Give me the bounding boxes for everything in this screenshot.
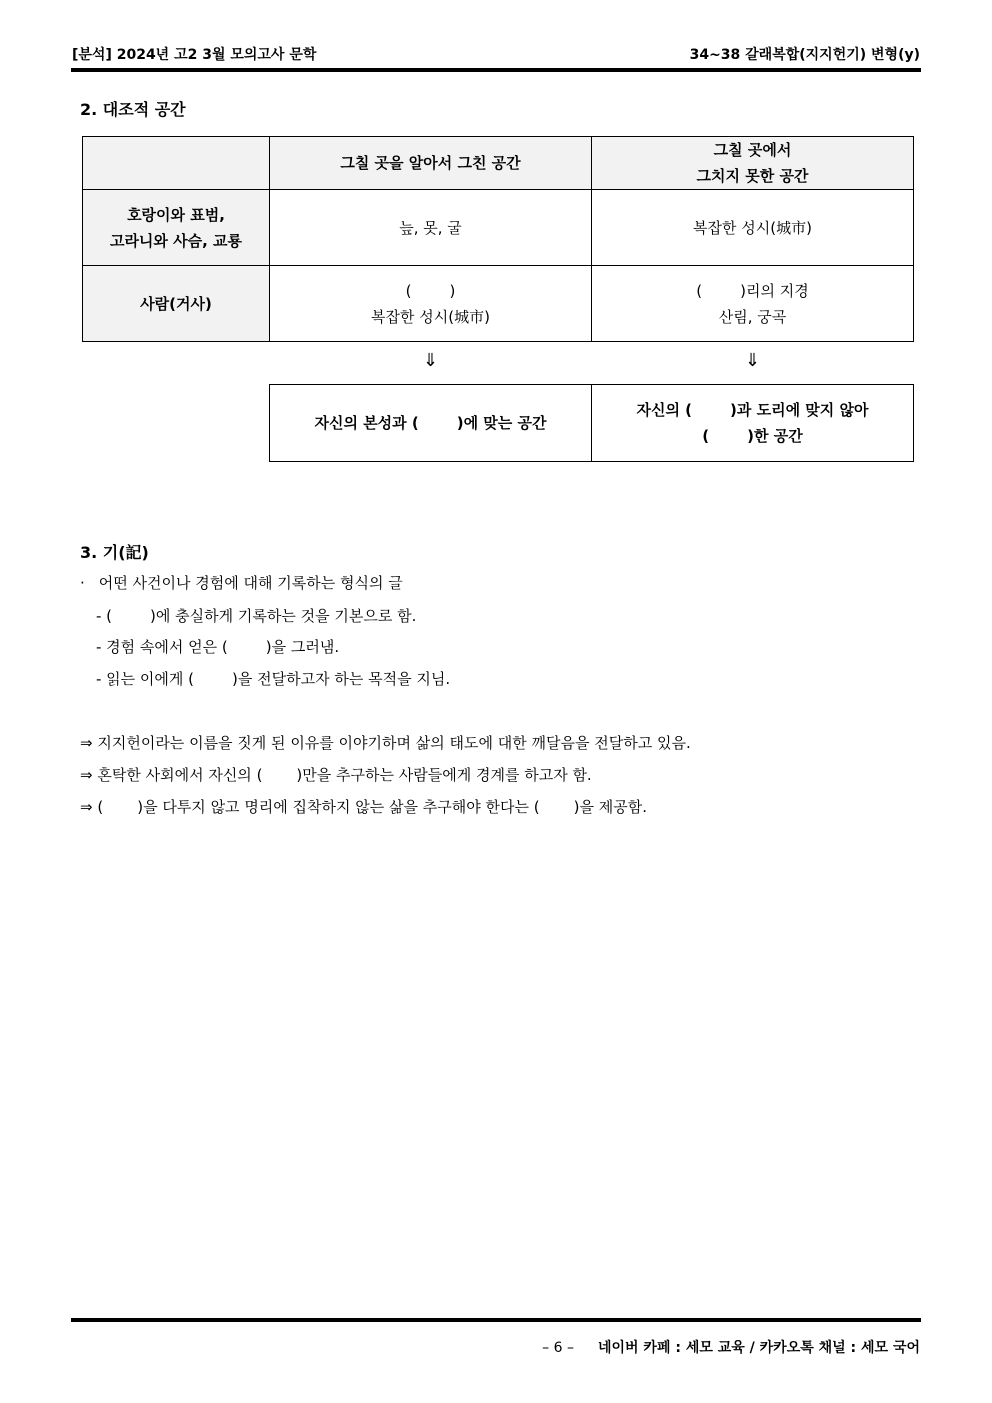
conclusion-1: [80, 732, 691, 753]
conc2-post: )만을 추구하는 사람들에게 경계를 하고자 함.: [296, 766, 592, 784]
result-cell-1: [270, 385, 592, 462]
section2-title: 2. 대조적 공간: [80, 100, 186, 119]
row2-col1-cell: [270, 266, 592, 342]
section3-title: 3. 기(記): [80, 543, 149, 562]
right-arrow-icon: ⇒: [80, 798, 93, 816]
bottom-rule: [71, 1318, 921, 1322]
result-cell-2: [592, 385, 914, 462]
conc3-pre: (: [97, 798, 104, 816]
sub2-pre: - 경험 속에서 얻은 (: [96, 638, 228, 656]
page-number: – 6 –: [542, 1340, 574, 1356]
result2-line2-post: )한 공간: [747, 427, 803, 445]
contrast-table: [82, 136, 914, 342]
row-header-1: [83, 190, 270, 266]
top-rule: [71, 68, 921, 72]
down-arrow-icon-left: ⇓: [423, 350, 439, 371]
sub1-pre: - (: [96, 607, 113, 625]
sub-item-1: [96, 605, 416, 626]
col-header-2-line1: 그칠 곳에서: [713, 141, 792, 159]
col-header-2-line2: 그치지 못한 공간: [696, 167, 809, 185]
sub3-pre: - 읽는 이에게 (: [96, 670, 195, 688]
result2-line1: [598, 397, 907, 423]
bullet-icon: ·: [80, 574, 85, 592]
row2-col2-line1: [598, 278, 907, 304]
row-header-1-line2: 고라니와 사슴, 교룡: [109, 231, 243, 250]
right-arrow-icon: ⇒: [80, 734, 93, 752]
footer-text: 네이버 카페 : 세모 교육 / 카카오톡 채널 : 세모 국어: [597, 1340, 920, 1356]
sub-item-3: [96, 668, 450, 689]
row-header-2: 사람(거사): [83, 266, 270, 342]
row2-col1-line1: [276, 278, 585, 304]
paren-open: (: [405, 281, 412, 300]
conc2-pre: 혼탁한 사회에서 자신의 (: [97, 766, 263, 784]
col-header-1: 그칠 곳을 알아서 그친 공간: [270, 137, 592, 190]
down-arrow-icon-right: ⇓: [745, 350, 761, 371]
intro-line: [80, 572, 403, 593]
row2-col1-line2: 복잡한 성시(城市): [371, 307, 490, 326]
page-footer: [542, 1337, 920, 1357]
page-header: [72, 44, 920, 66]
result-table: [269, 384, 914, 462]
header-right: 34~38 갈래복합(지지헌기) 변형(y): [689, 47, 920, 63]
conc3-post: )을 제공함.: [573, 798, 647, 816]
result2-line1-pre: 자신의 (: [636, 401, 693, 419]
result1-pre: 자신의 본성과 (: [314, 414, 419, 432]
conc1-text: 지지헌이라는 이름을 짓게 된 이유를 이야기하며 삶의 태도에 대한 깨달음을 전달하고 있음.: [97, 734, 691, 752]
conclusion-3: [80, 796, 647, 817]
sub2-post: )을 그러냄.: [265, 638, 340, 656]
result2-line2: [598, 423, 907, 449]
intro-text: 어떤 사건이나 경험에 대해 기록하는 형식의 글: [98, 574, 403, 592]
table-corner-cell: [83, 137, 270, 190]
row2-col2-line2: 산림, 궁곡: [718, 307, 787, 326]
conclusion-2: [80, 764, 592, 785]
row-header-1-line1: 호랑이와 표범,: [127, 205, 225, 224]
sub3-post: )을 전달하고자 하는 목적을 지님.: [232, 670, 451, 688]
sub-item-2: [96, 636, 339, 657]
header-left: [분석] 2024년 고2 3월 모의고사 문학: [72, 47, 317, 63]
result1-post: )에 맞는 공간: [456, 414, 547, 432]
paren-open: (: [696, 281, 703, 300]
row1-col2-cell: 복잡한 성시(城市): [592, 190, 914, 266]
row1-col1-cell: 늪, 못, 굴: [270, 190, 592, 266]
paren-close-text: )리의 지경: [740, 281, 809, 300]
right-arrow-icon: ⇒: [80, 766, 93, 784]
row2-col2-cell: [592, 266, 914, 342]
col-header-2: [592, 137, 914, 190]
conc3-mid: )을 다투지 않고 명리에 집착하지 않는 삶을 추구해야 한다는 (: [137, 798, 540, 816]
paren-close: ): [449, 281, 456, 300]
result2-line2-pre: (: [702, 427, 710, 445]
sub1-post: )에 충실하게 기록하는 것을 기본으로 함.: [150, 607, 417, 625]
result2-line1-post: )과 도리에 맞지 않아: [730, 401, 869, 419]
